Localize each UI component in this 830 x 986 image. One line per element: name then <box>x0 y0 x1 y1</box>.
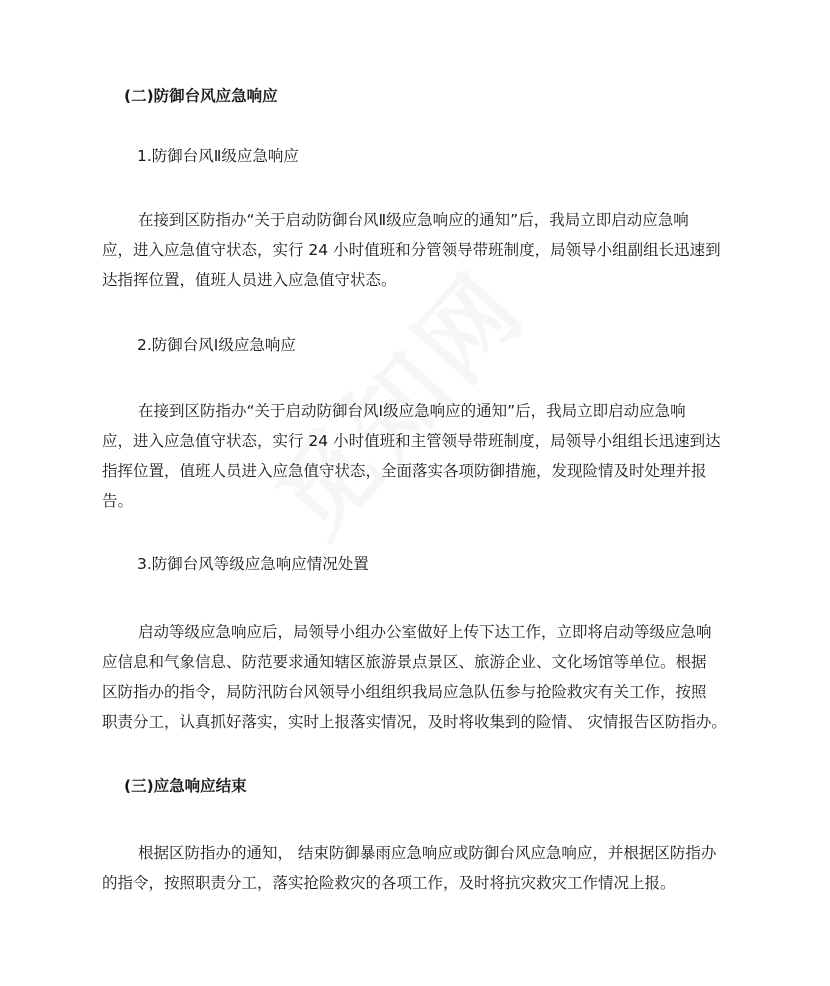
paragraph-line: 告。 <box>102 492 134 510</box>
paragraph-line: 达指挥位置，值班人员进入应急值守状态。 <box>102 271 397 289</box>
item3-paragraph <box>102 617 742 737</box>
section2-title: (二)防御台风应急响应 <box>124 87 278 105</box>
paragraph-line: 在接到区防指办“关于启动防御台风Ⅱ级应急响应的通知”后，我局立即启动应急响 <box>138 211 689 229</box>
item3-title: 3.防御台风等级应急响应情况处置 <box>137 555 369 573</box>
paragraph-line: 应信息和气象信息、防范要求通知辖区旅游景点景区、旅游企业、文化场馆等单位。根据 <box>102 653 707 671</box>
paragraph-line: 应，进入应急值守状态，实行 24 小时值班和主管领导带班制度，局领导小组组长迅速到达 <box>102 432 721 450</box>
paragraph-line: 指挥位置，值班人员进入应急值守状态，全面落实各项防御措施，发现险情及时处理并报 <box>102 462 707 480</box>
paragraph-line: 根据区防指办的通知， 结束防御暴雨应急响应或防御台风应急响应，并根据区防指办 <box>138 844 717 862</box>
paragraph-line: 区防指办的指令，局防汛防台风领导小组组织我局应急队伍参与抢险救灾有关工作，按照 <box>102 683 707 701</box>
section3-paragraph <box>102 838 742 898</box>
paragraph-line: 启动等级应急响应后，局领导小组办公室做好上传下达工作，立即将启动等级应急响 <box>138 623 712 641</box>
paragraph-line: 职责分工，认真抓好落实，实时上报落实情况，及时将收集到的险情、 灾情报告区防指办。 <box>102 713 727 731</box>
item1-title: 1.防御台风Ⅱ级应急响应 <box>137 147 299 165</box>
item1-paragraph <box>102 205 742 295</box>
section3-title: (三)应急响应结束 <box>124 777 247 795</box>
paragraph-line: 的指令，按照职责分工，落实抢险救灾的各项工作，及时将抗灾救灾工作情况上报。 <box>102 874 676 892</box>
paragraph-line: 在接到区防指办“关于启动防御台风Ⅰ级应急响应的通知”后，我局立即启动应急响 <box>138 402 686 420</box>
item2-paragraph <box>102 396 742 516</box>
item2-title: 2.防御台风Ⅰ级应急响应 <box>137 336 296 354</box>
paragraph-line: 应，进入应急值守状态，实行 24 小时值班和分管领导带班制度，局领导小组副组长迅速到 <box>102 241 721 259</box>
